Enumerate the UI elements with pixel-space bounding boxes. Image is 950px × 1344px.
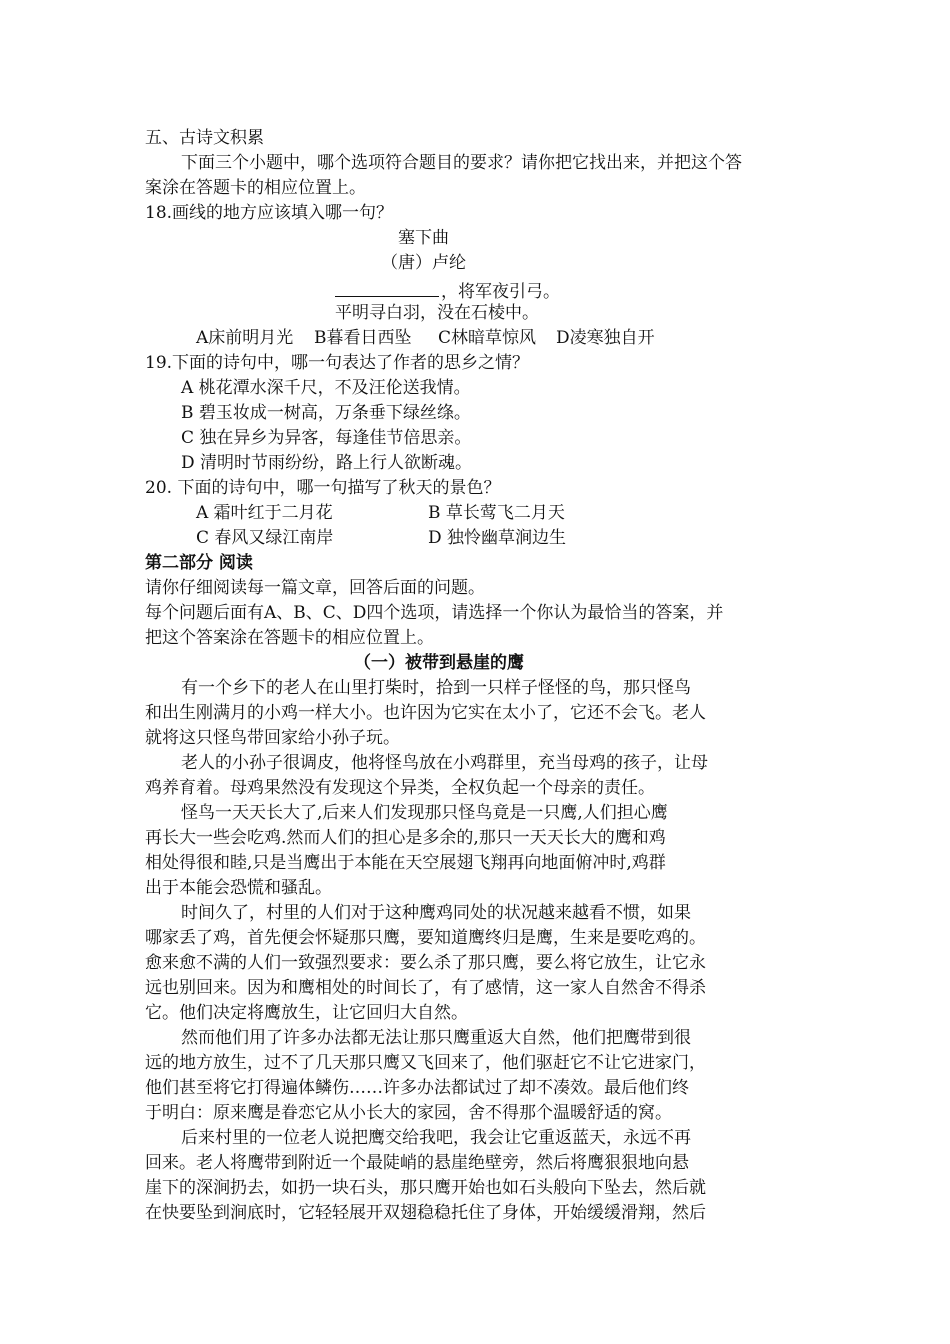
option-20-c: C 春风又绿江南岸 <box>196 528 334 548</box>
article-line: 远的地方放生，过不了几天那只鹰又飞回来了，他们驱赶它不让它进家门， <box>145 1053 706 1073</box>
question-19-stem: 19.下面的诗句中，哪一句表达了作者的思乡之情？ <box>145 353 530 373</box>
article-line: 时间久了，村里的人们对于这种鹰鸡同处的状况越来越看不惯，如果 <box>181 903 691 923</box>
poem-line-1-rest: ，将军夜引弓。 <box>441 282 560 302</box>
article-line: 再长大一些会吃鸡.然而人们的担心是多余的,那只一天天长大的鹰和鸡 <box>145 828 666 848</box>
fill-in-blank <box>335 276 439 297</box>
article-line: 然而他们用了许多办法都无法让那只鹰重返大自然，他们把鹰带到很 <box>181 1028 691 1048</box>
article-line: 相处得很和睦,只是当鹰出于本能在天空展翅飞翔再向地面俯冲时,鸡群 <box>145 853 666 873</box>
part-two-instruction-1: 请你仔细阅读每一篇文章，回答后面的问题。 <box>145 578 485 598</box>
article-line: 远也别回来。因为和鹰相处的时间长了，有了感情，这一家人自然舍不得杀 <box>145 978 706 998</box>
option-20-a: A 霜叶红于二月花 <box>196 503 333 523</box>
article-line: 它。他们决定将鹰放生，让它回归大自然。 <box>145 1003 468 1023</box>
article-line: 于明白：原来鹰是眷恋它从小长大的家园，舍不得那个温暖舒适的窝。 <box>145 1103 672 1123</box>
option-18-b: B暮看日西坠 <box>314 328 412 348</box>
poem-author: （唐）卢纶 <box>381 253 466 273</box>
article-line: 在快要坠到涧底时，它轻轻展开双翅稳稳托住了身体，开始缓缓滑翔，然后 <box>145 1203 706 1223</box>
option-20-d: D 独怜幽草涧边生 <box>428 528 567 548</box>
part-two-heading: 第二部分 阅读 <box>145 553 253 573</box>
part-two-instruction-2: 每个问题后面有A、B、C、D四个选项，请选择一个你认为最恰当的答案，并 <box>145 603 724 623</box>
article-line: 哪家丢了鸡，首先便会怀疑那只鹰，要知道鹰终归是鹰，生来是要吃鸡的。 <box>145 928 706 948</box>
article-line: 鸡养育着。母鸡果然没有发现这个异类，全权负起一个母亲的责任。 <box>145 778 655 798</box>
poem-title: 塞下曲 <box>398 228 449 248</box>
article-line: 老人的小孙子很调皮，他将怪鸟放在小鸡群里，充当母鸡的孩子，让母 <box>181 753 708 773</box>
article-line: 他们甚至将它打得遍体鳞伤……许多办法都试过了却不凑效。最后他们终 <box>145 1078 689 1098</box>
question-18-stem: 18.画线的地方应该填入哪一句？ <box>145 203 394 223</box>
question-20-options-row-1 <box>0 501 950 526</box>
article-line: 出于本能会恐慌和骚乱。 <box>145 878 332 898</box>
article-line: 后来村里的一位老人说把鹰交给我吧，我会让它重返蓝天，永远不再 <box>181 1128 691 1148</box>
option-19-a: A 桃花潭水深千尺，不及汪伦送我情。 <box>181 378 471 398</box>
option-19-d: D 清明时节雨纷纷，路上行人欲断魂。 <box>181 453 473 473</box>
option-18-d: D凌寒独自开 <box>556 328 655 348</box>
section-intro-line-2: 案涂在答题卡的相应位置上。 <box>145 178 366 198</box>
section-intro-line-1: 下面三个小题中，哪个选项符合题目的要求？请你把它找出来，并把这个答 <box>181 153 742 173</box>
question-18-options <box>0 326 950 351</box>
part-two-instruction-3: 把这个答案涂在答题卡的相应位置上。 <box>145 628 434 648</box>
option-19-b: B 碧玉妆成一树高，万条垂下绿丝绦。 <box>181 403 471 423</box>
article-line: 回来。老人将鹰带到附近一个最陡峭的悬崖绝壁旁，然后将鹰狠狠地向悬 <box>145 1153 689 1173</box>
article-line: 怪鸟一天天长大了,后来人们发现那只怪鸟竟是一只鹰,人们担心鹰 <box>181 803 668 823</box>
option-18-c: C林暗草惊风 <box>438 328 537 348</box>
article-title: （一）被带到悬崖的鹰 <box>354 653 524 673</box>
option-20-b: B 草长莺飞二月天 <box>428 503 565 523</box>
question-20-options-row-2 <box>0 526 950 551</box>
article-line: 就将这只怪鸟带回家给小孙子玩。 <box>145 728 400 748</box>
option-18-a: A床前明月光 <box>196 328 294 348</box>
option-19-c: C 独在异乡为异客，每逢佳节倍思亲。 <box>181 428 472 448</box>
article-line: 和出生刚满月的小鸡一样大小。也许因为它实在太小了，它还不会飞。老人 <box>145 703 706 723</box>
article-line: 愈来愈不满的人们一致强烈要求：要么杀了那只鹰，要么将它放生，让它永 <box>145 953 706 973</box>
poem-line-2: 平明寻白羽，没在石棱中。 <box>335 303 539 323</box>
question-20-stem: 20. 下面的诗句中，哪一句描写了秋天的景色？ <box>145 478 501 498</box>
article-line: 崖下的深涧扔去，如扔一块石头，那只鹰开始也如石头般向下坠去，然后就 <box>145 1178 706 1198</box>
section-heading: 五、古诗文积累 <box>145 128 264 148</box>
article-line: 有一个乡下的老人在山里打柴时，拾到一只样子怪怪的鸟，那只怪鸟 <box>181 678 691 698</box>
